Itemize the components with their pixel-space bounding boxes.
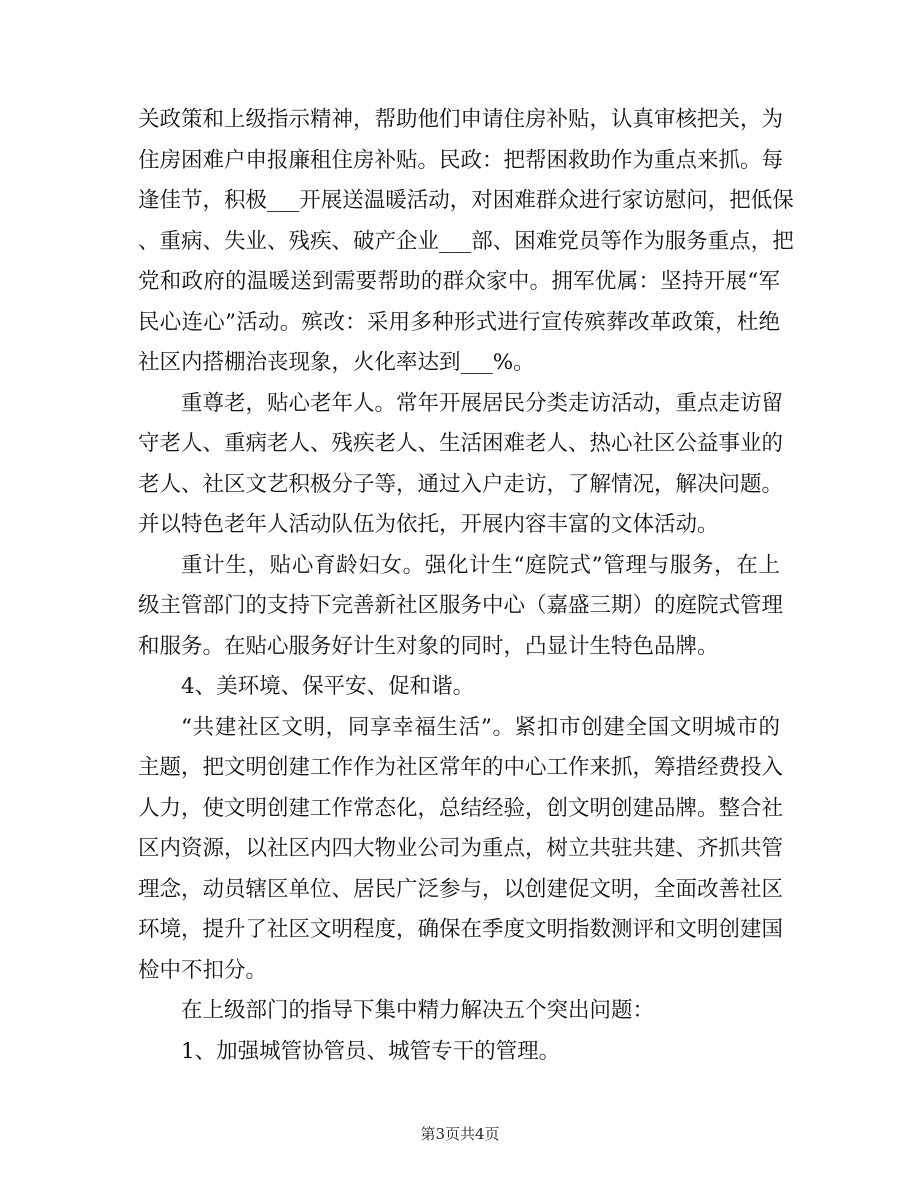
text-line: 民心连心”活动。殡改：采用多种形式进行宣传殡葬改革政策，杜绝: [138, 309, 780, 335]
paragraph: [138, 1032, 780, 1073]
text-line: 关政策和上级指示精神，帮助他们申请住房补贴，认真审核把关，为: [138, 107, 784, 132]
text-line: 并以特色老年人活动队伍为依托，开展内容丰富的文体活动。: [138, 512, 719, 537]
text-line: 重计生，贴心育龄妇女。强化计生“庭院式”管理与服务，在上: [181, 552, 780, 578]
text-line: 社区内搭棚治丧现象，火化率达到___%。: [138, 350, 535, 375]
paragraph: [138, 546, 784, 668]
text-line: “共建社区文明，同享幸福生活”。紧扣市创建全国文明城市的: [181, 714, 780, 740]
paragraph: [138, 100, 794, 384]
document-body: [138, 100, 794, 1072]
text-line: 住房困难户申报廉租住房补贴。民政：把帮困救助作为重点来抓。每: [138, 147, 784, 173]
text-line: 和服务。在贴心服务好计生对象的同时，凸显计生特色品牌。: [138, 633, 719, 659]
text-line: 1、加强城管协管员、城管专干的管理。: [181, 1038, 561, 1064]
text-line: 守老人、重病老人、残疾老人、生活困难老人、热心社区公益事业的: [138, 431, 784, 456]
text-line: 重尊老，贴心老年人。常年开展居民分类走访活动，重点走访留: [181, 390, 784, 416]
text-line: 4、美环境、保平安、促和谐。: [181, 674, 475, 699]
text-line: 检中不扣分。: [138, 957, 268, 983]
paragraph: [138, 708, 784, 992]
text-line: 党和政府的温暖送到需要帮助的群众家中。拥军优属：坚持开展“军: [138, 269, 780, 294]
text-line: 区内资源，以社区内四大物业公司为重点，树立共驻共建、齐抓共管: [138, 836, 784, 861]
text-line: 级主管部门的支持下完善新社区服务中心（嘉盛三期）的庭院式管理: [138, 593, 784, 618]
text-line: 老人、社区文艺积极分子等，通过入户走访，了解情况，解决问题。: [138, 471, 784, 497]
text-line: 逢佳节，积极___开展送温暖活动，对困难群众进行家访慰问，把低保: [138, 188, 794, 213]
text-line: 环境，提升了社区文明程度，确保在季度文明指数测评和文明创建国: [138, 917, 784, 942]
paragraph: [138, 667, 780, 708]
paragraph: [138, 384, 784, 546]
paragraph: [138, 991, 780, 1032]
page-number: 第3页共4页: [420, 1125, 500, 1143]
text-line: 在上级部门的指导下集中精力解决五个突出问题：: [181, 998, 655, 1023]
text-line: 、重病、失业、残疾、破产企业___部、困难党员等作为服务重点，把: [138, 228, 794, 254]
text-line: 理念，动员辖区单位、居民广泛参与，以创建促文明，全面改善社区: [138, 876, 784, 902]
text-line: 人力，使文明创建工作常态化，总结经验，创文明创建品牌。整合社: [138, 795, 784, 821]
text-line: 主题，把文明创建工作作为社区常年的中心工作来抓，筹措经费投入: [138, 755, 784, 780]
